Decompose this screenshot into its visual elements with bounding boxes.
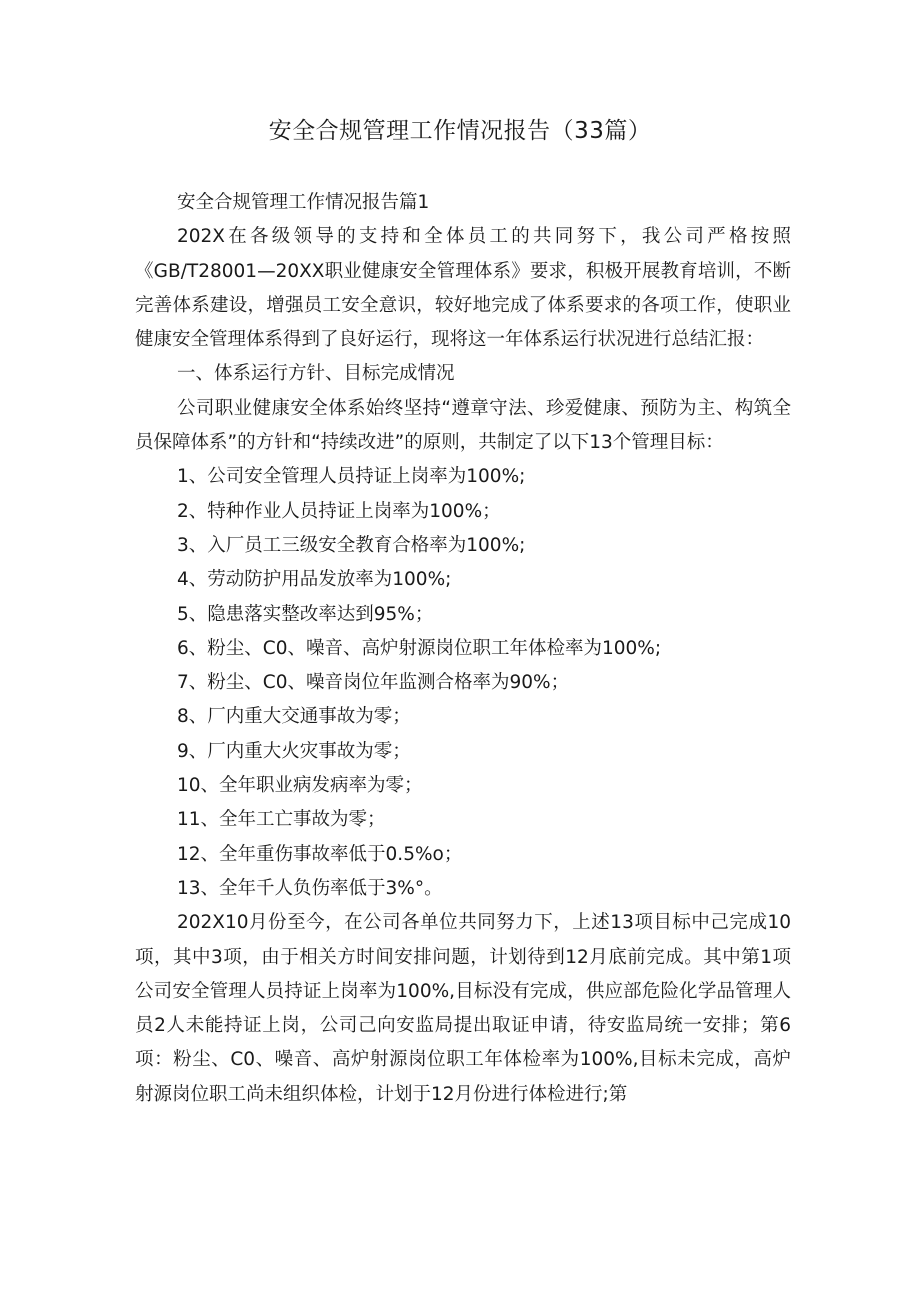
policy-paragraph: 公司职业健康安全体系始终坚持“遵章守法、珍爱健康、预防为主、构筑全员保障体系”的方针和“持续改进”的原则，共制定了以下13个管理目标：	[135, 397, 791, 454]
target-item-2: 2、特种作业人员持证上岗率为100%；	[177, 500, 501, 522]
target-item-12: 12、全年重伤事故率低于0.5%o；	[177, 843, 463, 865]
target-item-3: 3、入厂员工三级安全教育合格率为100%;	[177, 534, 526, 556]
target-item-4: 4、劳动防护用品发放率为100%;	[177, 569, 452, 591]
subheading-objectives: 一、体系运行方针、目标完成情况	[177, 363, 455, 385]
target-item-8: 8、厂内重大交通事故为零；	[177, 706, 411, 728]
target-item-11: 11、全年工亡事故为零；	[177, 809, 386, 831]
target-item-9: 9、厂内重大火灾事故为零；	[177, 740, 411, 762]
document-body	[135, 186, 791, 1112]
intro-paragraph: 202X在各级领导的支持和全体员工的共同努下，我公司严格按照《GB/T28001—20XX职业健康安全管理体系》要求，积极开展教育培训，不断完善体系建设，增强员工安全意识，较好地完成了体系要求的各项工作，使职业健康安全管理体系得到了良好运行，现将这一年体系运行状况进行总结汇报：	[135, 226, 791, 351]
target-item-5: 5、隐患落实整改率达到95%；	[177, 603, 434, 625]
section-heading: 安全合规管理工作情况报告篇1	[177, 192, 430, 213]
target-item-1: 1、公司安全管理人员持证上岗率为100%;	[177, 466, 526, 488]
target-item-6: 6、粉尘、C0、噪音、高炉射源岗位职工年体检率为100%;	[177, 637, 662, 659]
target-item-13: 13、全年千人负伤率低于3%°。	[177, 877, 443, 899]
document-title: 安全合规管理工作情况报告（33篇）	[268, 118, 652, 144]
target-item-7: 7、粉尘、C0、噪音岗位年监测合格率为90%；	[177, 672, 570, 694]
target-item-10: 10、全年职业病发病率为零；	[177, 775, 423, 797]
progress-paragraph: 202X10月份至今，在公司各单位共同努力下，上述13项目标中己完成10项，其中3项，由于相关方时间安排问题，计划待到12月底前完成。其中第1项公司安全管理人员持证上岗率为100%,目标没有完成，供应部危险化学品管理人员2人未能持证上岗，公司己向安监局提出取证申请，待安监局统一安排；第6项：粉尘、C0、噪音、高炉射源岗位职工年体检率为100%,目标未完成，高炉射源岗位职工尚未组织体检，计划于12月份进行体检进行;第	[135, 912, 791, 1105]
